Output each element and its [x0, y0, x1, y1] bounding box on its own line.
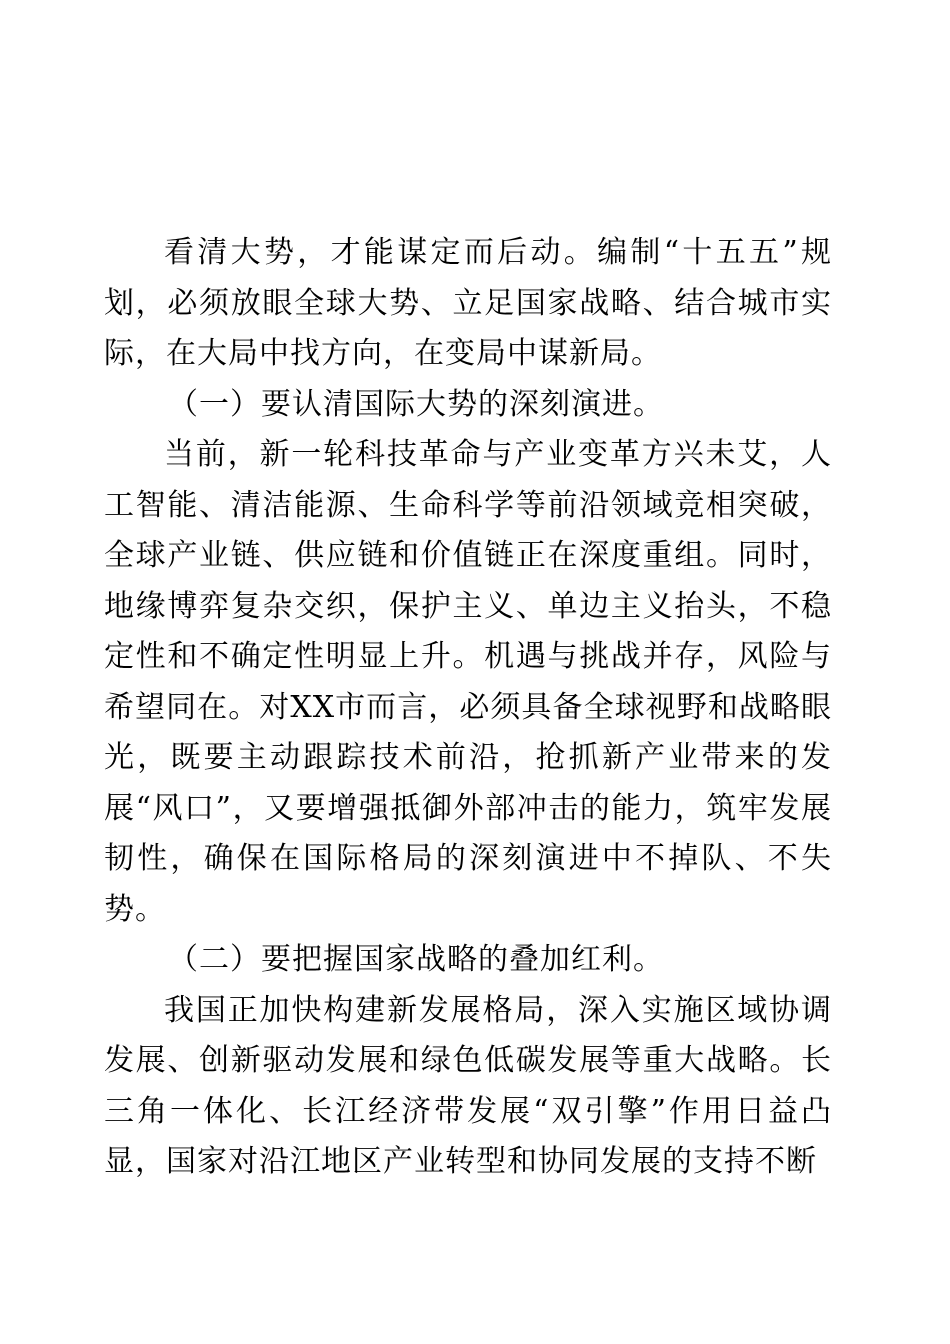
document-body	[104, 228, 832, 1188]
section-heading-2: （二）要把握国家战略的叠加红利。	[168, 942, 664, 977]
section-heading-1: （一）要认清国际大势的深刻演进。	[168, 386, 664, 422]
paragraph-international-trends: 当前，新一轮科技革命与产业变革方兴未艾，人工智能、清洁能源、生命科学等前沿领域竞相突破，全球产业链、供应链和价值链正在深度重组。同时，地缘博弈复杂交织，保护主义、单边主义抬头，不稳定性和不确定性明显上升。机遇与挑战并存，风险与希望同在。对XX市而言，必须具备全球视野和战略眼光，既要主动跟踪技术前沿，抢抓新产业带来的发展“风口”，又要增强抵御外部冲击的能力，筑牢发展韧性，确保在国际格局的深刻演进中不掉队、不失势。	[104, 437, 832, 927]
paragraph-national-strategy: 我国正加快构建新发展格局，深入实施区域协调发展、创新驱动发展和绿色低碳发展等重大战略。长三角一体化、长江经济带发展“双引擎”作用日益凸显，国家对沿江地区产业转型和协同发展的支持不断	[104, 992, 832, 1179]
paragraph-intro: 看清大势，才能谋定而后动。编制“十五五”规划，必须放眼全球大势、立足国家战略、结合城市实际，在大局中找方向，在变局中谋新局。	[104, 235, 832, 371]
